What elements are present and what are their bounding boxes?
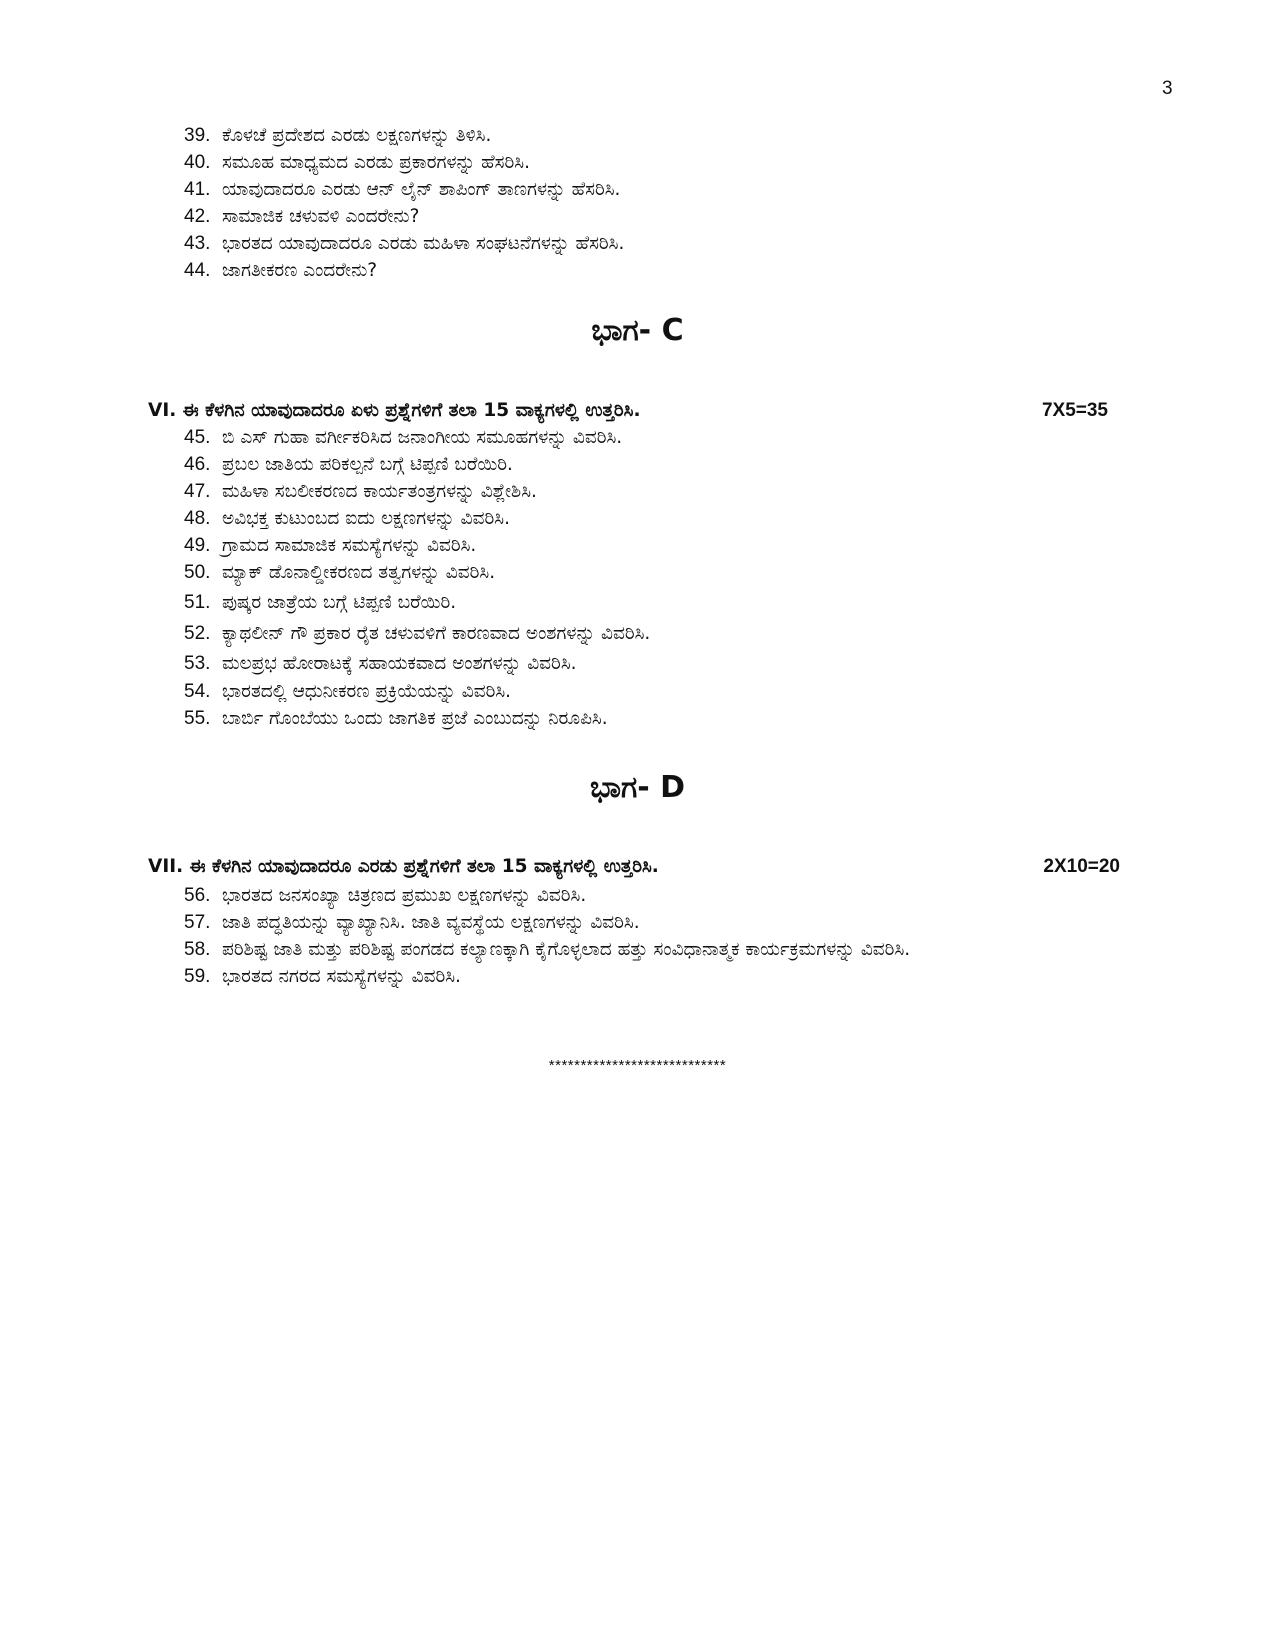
question-text: ಭಾರತದ ನಗರದ ಸಮಸ್ಯೆಗಳನ್ನು ವಿವರಿಸಿ. <box>222 966 461 987</box>
question-number: 43. <box>184 233 211 254</box>
question-number: 46. <box>184 454 211 475</box>
part-d-marks: 2X10=20 <box>1043 856 1120 877</box>
question-text: ಕ್ಯಾಥಲೀನ್ ಗೌ ಪ್ರಕಾರ ರೈತ ಚಳುವಳಿಗೆ ಕಾರಣವಾದ ಅಂಶಗಳನ್ನು ವಿವರಿಸಿ. <box>222 623 651 644</box>
question-text: ಮ್ಯಾಕ್ ಡೊನಾಲ್ಡೀಕರಣದ ತತ್ವಗಳನ್ನು ವಿವರಿಸಿ. <box>222 562 496 583</box>
question-text: ಪ್ರಬಲ ಜಾತಿಯ ಪರಿಕಲ್ಪನೆ ಬಗ್ಗೆ ಟಿಪ್ಪಣಿ ಬರೆಯಿರಿ. <box>222 454 513 475</box>
question-text: ಬಾರ್ಬಿ ಗೊಂಬೆಯು ಒಂದು ಜಾಗತಿಕ ಪ್ರಜೆ ಎಂಬುದನ್ನು ನಿರೂಪಿಸಿ. <box>222 708 608 729</box>
question-text: ಅವಿಭಕ್ತ ಕುಟುಂಬದ ಐದು ಲಕ್ಷಣಗಳನ್ನು ವಿವರಿಸಿ. <box>222 508 510 529</box>
question-item <box>184 505 650 532</box>
part-c-title: ಭಾಗ- C <box>591 313 684 348</box>
part-d-question-list <box>184 882 1082 990</box>
page-number: 3 <box>1162 78 1173 99</box>
part-c-marks: 7X5=35 <box>1041 400 1108 421</box>
question-item <box>184 649 650 678</box>
question-number: 59. <box>184 966 211 987</box>
question-item <box>184 532 650 559</box>
question-text: ಪರಿಶಿಷ್ಟ ಜಾತಿ ಮತ್ತು ಪರಿಶಿಷ್ಟ ಪಂಗಡದ ಕಲ್ಯಾಣಕ್ಕಾಗಿ ಕೈಗೊಳ್ಳಲಾದ ಹತ್ತು ಸಂವಿಧಾನಾತ್ಮಕ ಕಾರ್ಯಕ್ರಮಗಳನ್ನು ವಿವರಿಸಿ. <box>222 939 911 960</box>
question-number: 56. <box>184 885 211 906</box>
question-text: ಸಮೂಹ ಮಾಧ್ಯಮದ ಎರಡು ಪ್ರಕಾರಗಳನ್ನು ಹೆಸರಿಸಿ. <box>222 152 530 173</box>
question-text: ಜಾತಿ ಪದ್ಧತಿಯನ್ನು ವ್ಯಾಖ್ಯಾನಿಸಿ. ಜಾತಿ ವ್ಯವಸ್ಥೆಯ ಲಕ್ಷಣಗಳನ್ನು ವಿವರಿಸಿ. <box>222 912 640 933</box>
question-number: 51. <box>184 592 211 613</box>
question-item <box>184 122 624 149</box>
question-item <box>184 618 650 649</box>
question-item <box>184 176 624 203</box>
section-b-question-list <box>184 122 624 284</box>
question-number: 44. <box>184 260 211 281</box>
question-text: ಜಾಗತೀಕರಣ ಎಂದರೇನು? <box>222 260 378 281</box>
question-number: 47. <box>184 481 211 502</box>
question-item <box>184 963 1082 990</box>
part-d-title: ಭಾಗ- D <box>589 770 686 805</box>
question-number: 39. <box>184 125 211 146</box>
question-number: 58. <box>184 939 211 960</box>
question-item <box>184 936 1082 963</box>
question-text: ಬಿ ಎಸ್ ಗುಹಾ ವರ್ಗೀಕರಿಸಿದ ಜನಾಂಗೀಯ ಸಮೂಹಗಳನ್ನು ವಿವರಿಸಿ. <box>222 427 623 448</box>
question-text: ಸಾಮಾಜಿಕ ಚಳುವಳಿ ಎಂದರೇನು? <box>222 206 420 227</box>
question-number: 52. <box>184 623 211 644</box>
question-number: 40. <box>184 152 211 173</box>
question-number: 49. <box>184 535 211 556</box>
question-item <box>184 203 624 230</box>
part-d-instruction-row <box>148 856 1120 878</box>
question-text: ಮಲಪ್ರಭ ಹೋರಾಟಕ್ಕೆ ಸಹಾಯಕವಾದ ಅಂಶಗಳನ್ನು ವಿವರಿಸಿ. <box>222 653 577 674</box>
question-item <box>184 587 650 618</box>
question-number: 53. <box>184 653 211 674</box>
question-text: ಭಾರತದ ಯಾವುದಾದರೂ ಎರಡು ಮಹಿಳಾ ಸಂಘಟನೆಗಳನ್ನು ಹೆಸರಿಸಿ. <box>222 233 625 254</box>
part-c-instruction-row <box>148 400 1108 422</box>
question-number: 55. <box>184 708 211 729</box>
question-number: 50. <box>184 562 211 583</box>
question-number: 54. <box>184 681 211 702</box>
question-text: ಭಾರತದ ಜನಸಂಖ್ಯಾ ಚಿತ್ರಣದ ಪ್ರಮುಖ ಲಕ್ಷಣಗಳನ್ನು ವಿವರಿಸಿ. <box>222 885 587 906</box>
question-number: 42. <box>184 206 211 227</box>
part-c-question-list <box>184 424 650 732</box>
question-number: 45. <box>184 427 211 448</box>
question-item <box>184 230 624 257</box>
question-item <box>184 678 650 705</box>
question-item <box>184 478 650 505</box>
question-text: ಗ್ರಾಮದ ಸಾಮಾಜಿಕ ಸಮಸ್ಯೆಗಳನ್ನು ವಿವರಿಸಿ. <box>222 535 477 556</box>
question-number: 48. <box>184 508 211 529</box>
question-item <box>184 882 1082 909</box>
question-text: ಪುಷ್ಕರ ಜಾತ್ರೆಯ ಬಗ್ಗೆ ಟಿಪ್ಪಣಿ ಬರೆಯಿರಿ. <box>222 592 457 613</box>
question-item <box>184 705 650 732</box>
question-item <box>184 909 1082 936</box>
question-item <box>184 257 624 284</box>
question-text: ಮಹಿಳಾ ಸಬಲೀಕರಣದ ಕಾರ್ಯತಂತ್ರಗಳನ್ನು ವಿಶ್ಲೇಶಿಸಿ. <box>222 481 537 502</box>
question-item <box>184 424 650 451</box>
part-d-instruction: VII. ಈ ಕೆಳಗಿನ ಯಾವುದಾದರೂ ಎರಡು ಪ್ರಶ್ನೆಗಳಿಗೆ ತಲಾ 15 ವಾಕ್ಯಗಳಲ್ಲಿ ಉತ್ತರಿಸಿ. <box>148 856 659 877</box>
question-text: ಕೊಳಚೆ ಪ್ರದೇಶದ ಎರಡು ಲಕ್ಷಣಗಳನ್ನು ತಿಳಿಸಿ. <box>222 125 492 146</box>
question-number: 57. <box>184 912 211 933</box>
part-c-instruction: VI. ಈ ಕೆಳಗಿನ ಯಾವುದಾದರೂ ಏಳು ಪ್ರಶ್ನೆಗಳಿಗೆ ತಲಾ 15 ವಾಕ್ಯಗಳಲ್ಲಿ ಉತ್ತರಿಸಿ. <box>148 400 641 421</box>
question-item <box>184 559 650 587</box>
question-number: 41. <box>184 179 211 200</box>
question-item <box>184 451 650 478</box>
question-text: ಯಾವುದಾದರೂ ಎರಡು ಆನ್ ಲೈನ್ ಶಾಪಿಂಗ್ ತಾಣಗಳನ್ನು ಹೆಸರಿಸಿ. <box>222 179 621 200</box>
question-item <box>184 149 624 176</box>
question-text: ಭಾರತದಲ್ಲಿ ಆಧುನೀಕರಣ ಪ್ರಕ್ರಿಯೆಯನ್ನು ವಿವರಿಸಿ. <box>222 681 512 702</box>
end-of-paper-marker: **************************** <box>548 1057 727 1074</box>
